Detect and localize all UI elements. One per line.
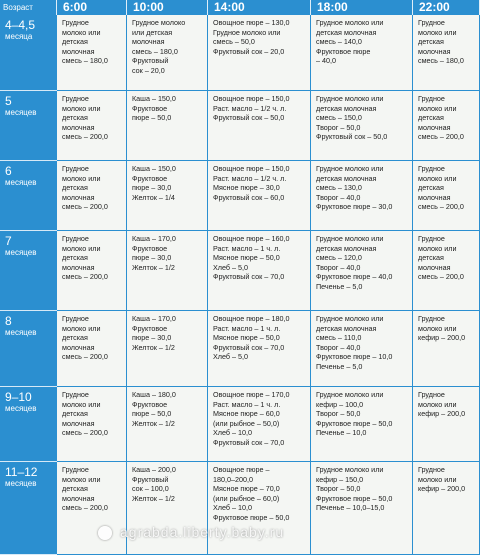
age-unit: месяцев	[5, 479, 37, 488]
age-unit: месяцев	[5, 248, 37, 257]
meal-cell: Овощное пюре – 170,0 Раст. масло – 1 ч. л. Мясное пюре – 60,0 (или рыбное – 50,0) Хлеб – 10,0 Фруктовый сок – 70,0	[208, 387, 311, 462]
age-unit: месяцев	[5, 404, 37, 413]
meal-cell: Грудное молоко или детская молочная смесь – 200,0	[57, 231, 127, 311]
age-value: 5	[5, 94, 12, 108]
meal-cell: Грудное молоко или кефир – 200,0	[413, 387, 480, 462]
header-time: 18:00	[311, 0, 413, 15]
meal-cell: Грудное молоко или детская молочная смесь – 180,0	[57, 15, 127, 91]
meal-cell: Грудное молоко или детская молочная смесь – 150,0 Творог – 50,0 Фруктовый сок – 50,0	[311, 91, 413, 161]
meal-cell: Овощное пюре – 150,0 Раст. масло – 1/2 ч. л. Мясное пюре – 30,0 Фруктовый сок – 60,0	[208, 161, 311, 231]
meal-cell: Овощное пюре – 160,0 Раст. масло – 1 ч. л. Мясное пюре – 50,0 Хлеб – 5,0 Фруктовый сок – 70,0	[208, 231, 311, 311]
header-age: Возраст	[0, 0, 57, 15]
meal-cell: Грудное молоко или детская молочная смесь – 200,0	[57, 161, 127, 231]
watermark-text: agrabda.liberty.baby.ru	[120, 524, 285, 540]
meal-cell: Грудное молоко или детская молочная смесь – 180,0 Фруктовый сок – 20,0	[127, 15, 208, 91]
age-value: 9–10	[5, 390, 32, 404]
header-time: 6:00	[57, 0, 127, 15]
age-cell	[0, 231, 57, 311]
meal-cell: Овощное пюре – 180,0–200,0 Мясное пюре – 70,0 (или рыбное – 60,0) Хлеб – 10,0 Фруктовое пюре – 50,0	[208, 462, 311, 555]
meal-cell: Грудное молоко или детская молочная смесь – 180,0	[413, 15, 480, 91]
meal-cell: Грудное молоко или кефир – 100,0 Творог – 50,0 Фруктовое пюре – 50,0 Печенье – 10,0	[311, 387, 413, 462]
age-value: 7	[5, 234, 12, 248]
age-cell	[0, 91, 57, 161]
header-time: 14:00	[208, 0, 311, 15]
age-unit: месяца	[5, 32, 33, 41]
age-unit: месяцев	[5, 108, 37, 117]
meal-cell: Грудное молоко или детская молочная смесь – 140,0 Фруктовое пюре – 40,0	[311, 15, 413, 91]
age-cell	[0, 311, 57, 387]
header-time: 22:00	[413, 0, 480, 15]
meal-cell: Грудное молоко или детская молочная смесь – 200,0	[57, 387, 127, 462]
meal-cell: Грудное молоко или детская молочная смесь – 130,0 Творог – 40,0 Фруктовое пюре – 30,0	[311, 161, 413, 231]
age-cell	[0, 462, 57, 555]
header-time: 10:00	[127, 0, 208, 15]
meal-cell: Грудное молоко или детская молочная смесь – 110,0 Творог – 40,0 Фруктовое пюре – 10,0 Печенье – 5,0	[311, 311, 413, 387]
meal-cell: Каша – 180,0 Фруктовое пюре – 50,0 Желток – 1/2	[127, 387, 208, 462]
meal-cell: Овощное пюре – 180,0 Раст. масло – 1 ч. л. Мясное пюре – 50,0 Фруктовый сок – 70,0 Хлеб – 5,0	[208, 311, 311, 387]
meal-cell: Каша – 150,0 Фруктовое пюре – 50,0	[127, 91, 208, 161]
meal-cell: Грудное молоко или детская молочная смесь – 200,0	[57, 311, 127, 387]
meal-cell: Грудное молоко или детская молочная смесь – 200,0	[413, 231, 480, 311]
age-value: 4–4,5	[5, 18, 36, 32]
meal-cell: Грудное молоко или детская молочная смесь – 200,0	[413, 91, 480, 161]
age-unit: месяцев	[5, 328, 37, 337]
age-cell	[0, 15, 57, 91]
age-value: 8	[5, 314, 12, 328]
meal-cell: Каша – 170,0 Фруктовое пюре – 30,0 Желток – 1/2	[127, 231, 208, 311]
watermark-logo-icon	[98, 526, 112, 540]
age-cell	[0, 387, 57, 462]
meal-cell: Грудное молоко или детская молочная смесь – 200,0	[57, 91, 127, 161]
age-unit: месяцев	[5, 178, 37, 187]
meal-cell: Грудное молоко или кефир – 150,0 Творог – 50,0 Фруктовое пюре – 50,0 Печенье – 10,0–15,0	[311, 462, 413, 555]
age-value: 6	[5, 164, 12, 178]
meal-cell: Овощное пюре – 130,0 Грудное молоко или смесь – 50,0 Фруктовый сок – 20,0	[208, 15, 311, 91]
age-cell	[0, 161, 57, 231]
age-value: 11–12	[5, 465, 38, 479]
meal-cell: Каша – 170,0 Фруктовое пюре – 30,0 Желток – 1/2	[127, 311, 208, 387]
meal-cell: Грудное молоко или детская молочная смесь – 200,0	[57, 462, 127, 555]
meal-cell: Каша – 200,0 Фруктовый сок – 100,0 Желток – 1/2	[127, 462, 208, 555]
meal-cell: Грудное молоко или кефир – 200,0	[413, 462, 480, 555]
meal-cell: Грудное молоко или кефир – 200,0	[413, 311, 480, 387]
meal-cell: Грудное молоко или детская молочная смесь – 120,0 Творог – 40,0 Фруктовое пюре – 40,0 Печенье – 5,0	[311, 231, 413, 311]
meal-cell: Грудное молоко или детская молочная смесь – 200,0	[413, 161, 480, 231]
meal-cell: Каша – 150,0 Фруктовое пюре – 30,0 Желток – 1/4	[127, 161, 208, 231]
meal-cell: Овощное пюре – 150,0 Раст. масло – 1/2 ч. л. Фруктовый сок – 50,0	[208, 91, 311, 161]
